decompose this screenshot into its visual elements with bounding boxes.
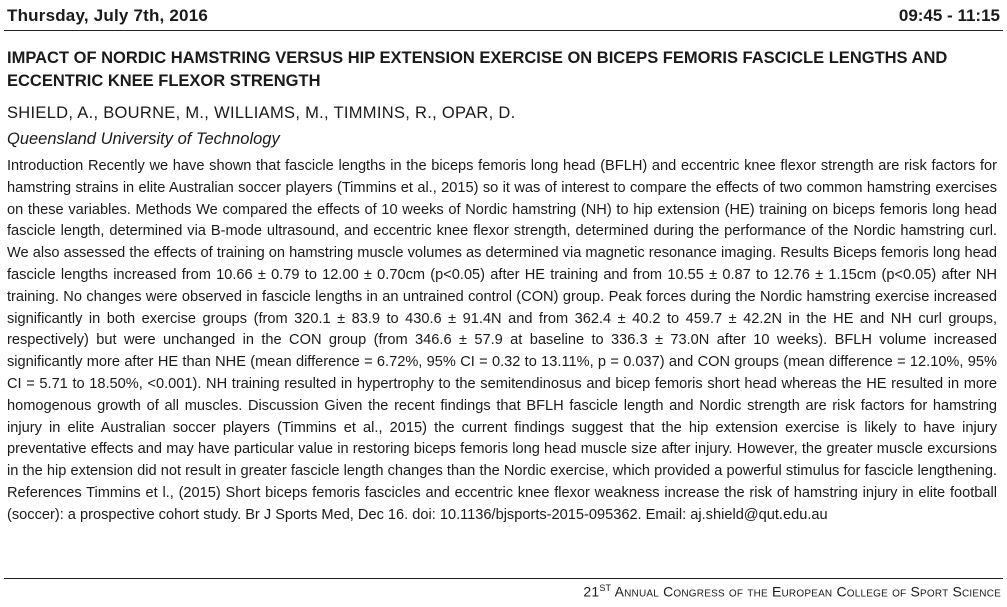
session-time: 09:45 - 11:15 (898, 6, 1000, 25)
session-header (4, 4, 1003, 31)
footer-divider (4, 578, 1003, 579)
footer-ordinal-number: 21 (583, 583, 600, 600)
abstract-body: Introduction Recently we have shown that fascicle lengths in the biceps femoris long head (BFLH) and eccentric knee flexor strength are risk factors for hamstring strains in elite Australian soccer players (Timmins et al., 2015) so it was of interest to compare the effects of two common hamstring exercises on these variables. Methods We compared the effects of 10 weeks of Nordic hamstring (NH) to hip extension (HE) training on biceps femoris long head fascicle length, determined via B-mode ultrasound, and eccentric knee flexor strength, determined during the performance of the Nordic hamstring curl. We also assessed the effects of training on hamstring muscle volumes as determined via magnetic resonance imaging. Results Biceps femoris long head fascicle lengths increased from 10.66 ± 0.79 to 12.00 ± 0.70cm (p<0.05) after HE training and from 10.55 ± 0.87 to 12.76 ± 1.15cm (p<0.05) after NH training. No changes were observed in fascicle lengths in an untrained control (CON) group. Peak forces during the Nordic hamstring exercise increased significantly in both exercise groups (from 320.1 ± 83.9 to 430.6 ± 91.4N and from 362.4 ± 40.2 to 459.7 ± 42.2N in the HE and NH curl groups, respectively) but were unchanged in the CON group (from 346.6 ± 57.9 at baseline to 336.3 ± 73.0N after 10 weeks). BFLH volume increased significantly more after HE than NHE (mean difference = 6.72%, 95% CI = 0.32 to 13.11%, p = 0.037) and CON groups (mean difference = 12.10%, 95% CI = 5.71 to 18.50%, <0.001). NH training resulted in hypertrophy to the semitendinosus and bicep femoris short head whereas the HE resulted in more homogenous growth of all muscles. Discussion Given the recent findings that BFLH fascicle length and Nordic strength are risk factors for hamstring injury in elite Australian soccer players (Timmins et al., 2015) the current findings suggest that the hip extension exercise is likely to have injury preventative effects and may have particular value in restoring biceps femoris long head muscle size after injury. However, the greater muscle excursions in the hip extension did not result in greater fascicle length changes than the Nordic exercise, which provided a powerful stimulus for fascicle lengthening. References Timmins et l., (2015) Short biceps femoris fascicles and eccentric knee flexor weakness increase the risk of hamstring injury in elite football (soccer): a prospective cohort study. Br J Sports Med, Dec 16. doi: 10.1136/bjsports-2015-095362. Email: aj.shield@qut.edu.au (7, 158, 997, 523)
footer-conference-name: Annual Congress of the European College of Sport Science (611, 583, 1001, 600)
footer-ordinal-suffix: ST (599, 583, 612, 593)
conference-footer (583, 583, 1001, 600)
author-affiliation: Queensland University of Technology (7, 130, 280, 148)
abstract-title: IMPACT OF NORDIC HAMSTRING VERSUS HIP EXTENSION EXERCISE ON BICEPS FEMORIS FASCICLE LENGTHS AND ECCENTRIC KNEE FLEXOR STRENGTH (7, 49, 948, 90)
session-date: Thursday, July 7th, 2016 (7, 6, 209, 25)
author-list: SHIELD, A., BOURNE, M., WILLIAMS, M., TIMMINS, R., OPAR, D. (7, 104, 516, 122)
